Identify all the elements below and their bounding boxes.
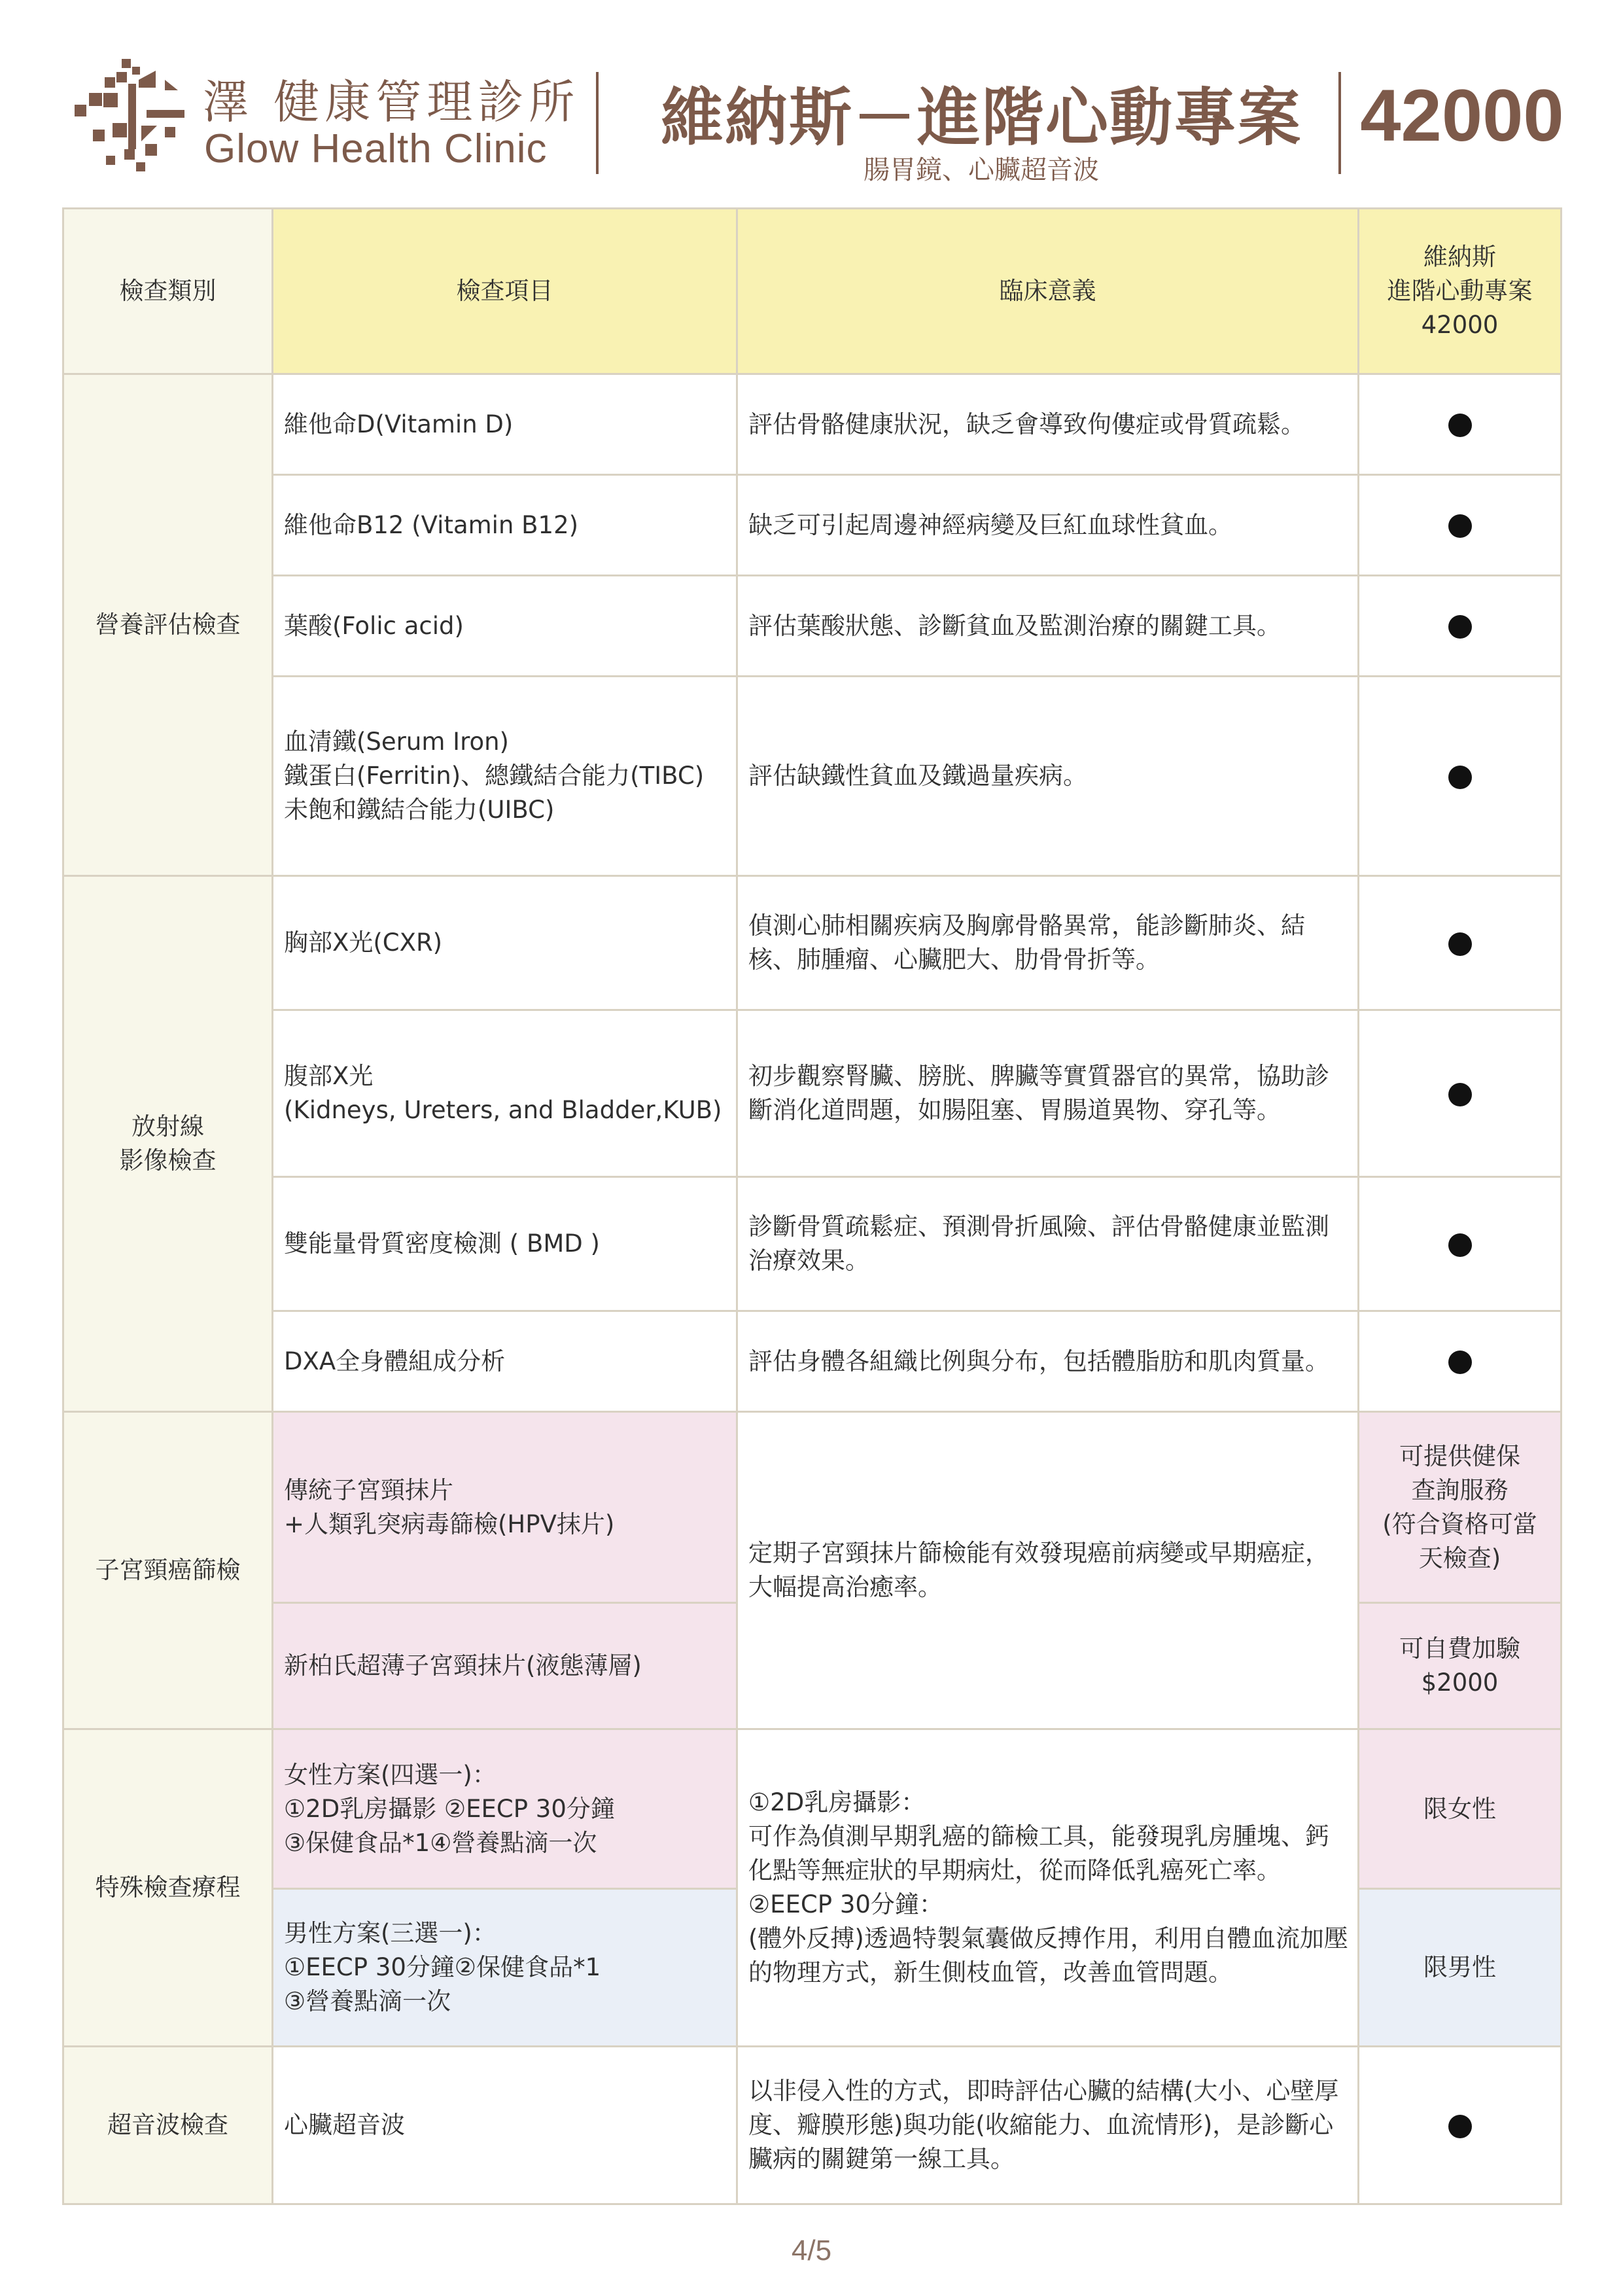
col-meaning-header: 臨床意義 (737, 209, 1359, 374)
exam-item: 雙能量骨質密度檢測 ( BMD ) (273, 1177, 737, 1311)
plan-line: ①2D乳房攝影 ②EECP 30分鐘 (284, 1794, 615, 1823)
exam-item: 維他命D(Vitamin D) (273, 374, 737, 475)
table-row (63, 677, 1562, 876)
clinical-meaning: 缺乏可引起周邊神經病變及巨紅血球性貧血。 (737, 475, 1359, 576)
table-row (63, 2047, 1562, 2204)
note-line: 天檢查) (1418, 1544, 1501, 1572)
table-row (63, 1311, 1562, 1412)
filled-circle-icon (1448, 414, 1472, 437)
col-plan-header (1359, 209, 1562, 374)
table-row (63, 1177, 1562, 1311)
filled-circle-icon (1448, 514, 1472, 538)
male-only-note: 限男性 (1359, 1889, 1562, 2047)
exam-item: 葉酸(Folic acid) (273, 576, 737, 677)
included-mark (1359, 677, 1562, 876)
table-row (63, 1729, 1562, 1889)
exam-item-line: 鐵蛋白(Ferritin)、總鐵結合能力(TIBC) (284, 762, 705, 790)
meaning-line: (體外反搏)透過特製氣囊做反搏作用，利用自體血流加壓的物理方式，新生側枝血管，改善血管問題。 (748, 1924, 1348, 1987)
category-special: 特殊檢查療程 (63, 1729, 273, 2047)
clinical-meaning: 評估身體各組織比例與分布，包括體脂肪和肌肉質量。 (737, 1311, 1359, 1412)
meaning-line: ②EECP 30分鐘： (748, 1890, 943, 1918)
plan-line: ③保健食品*1④營養點滴一次 (284, 1828, 597, 1857)
plan-line: ①EECP 30分鐘②保健食品*1 (284, 1953, 601, 1981)
filled-circle-icon (1448, 1083, 1472, 1106)
exam-item (273, 677, 737, 876)
category-line: 放射線 (131, 1112, 204, 1140)
table-row (63, 374, 1562, 475)
clinical-meaning: 以非侵入性的方式，即時評估心臟的結構(大小、心壁厚度、瓣膜形態)與功能(收縮能力、血流情形)，是診斷心臟病的關鍵第一線工具。 (737, 2047, 1359, 2204)
clinical-meaning (737, 1729, 1359, 2047)
exam-table (62, 207, 1562, 2205)
included-mark (1359, 1010, 1562, 1177)
header-divider (1338, 72, 1341, 174)
exam-item: 心臟超音波 (273, 2047, 737, 2204)
note-line: $2000 (1421, 1669, 1499, 1697)
female-only-note: 限女性 (1359, 1729, 1562, 1889)
clinic-logo-icon (73, 58, 191, 175)
filled-circle-icon (1448, 1233, 1472, 1257)
exam-item-line: 傳統子宮頸抹片 (284, 1475, 453, 1504)
col-item-header: 檢查項目 (273, 209, 737, 374)
included-mark (1359, 876, 1562, 1010)
included-mark (1359, 576, 1562, 677)
exam-item: DXA全身體組成分析 (273, 1311, 737, 1412)
plan-line: 男性方案(三選一)： (284, 1919, 497, 1947)
plan-line: ③營養點滴一次 (284, 1987, 451, 2015)
category-cervical: 子宮頸癌篩檢 (63, 1412, 273, 1729)
exam-item-line: +人類乳突病毒篩檢(HPV抹片) (284, 1510, 615, 1538)
page-header (0, 0, 1623, 196)
included-mark (1359, 1177, 1562, 1311)
female-plan (273, 1729, 737, 1889)
included-mark (1359, 2047, 1562, 2204)
clinical-meaning: 評估葉酸狀態、診斷貧血及監測治療的關鍵工具。 (737, 576, 1359, 677)
clinical-meaning: 評估骨骼健康狀況，缺乏會導致佝僂症或骨質疏鬆。 (737, 374, 1359, 475)
plan-subtitle: 腸胃鏡、心臟超音波 (864, 155, 1099, 185)
clinical-meaning: 評估缺鐵性貧血及鐵過量疾病。 (737, 677, 1359, 876)
plan-price: 42000 (1360, 75, 1564, 156)
clinical-meaning: 偵測心肺相關疾病及胸廓骨骼異常，能診斷肺炎、結核、肺腫瘤、心臟肥大、肋骨骨折等。 (737, 876, 1359, 1010)
col-category-header: 檢查類別 (63, 209, 273, 374)
filled-circle-icon (1448, 766, 1472, 789)
exam-item-line: 血清鐵(Serum Iron) (284, 728, 509, 756)
meaning-line: 可作為偵測早期乳癌的篩檢工具，能發現乳房腫塊、鈣化點等無症狀的早期病灶，從而降低乳癌死亡率。 (748, 1822, 1329, 1884)
note-line: 可自費加驗 (1399, 1634, 1520, 1663)
exam-item-line: 未飽和鐵結合能力(UIBC) (284, 796, 555, 824)
page-number: 4/5 (791, 2234, 832, 2267)
included-mark (1359, 1311, 1562, 1412)
nhi-service-note (1359, 1412, 1562, 1603)
note-line: 查詢服務 (1411, 1475, 1509, 1504)
filled-circle-icon (1448, 2115, 1472, 2138)
table-row (63, 475, 1562, 576)
exam-item: 新柏氏超薄子宮頸抹片(液態薄層) (273, 1603, 737, 1729)
note-line: 可提供健保 (1399, 1441, 1520, 1470)
plan-line: 女性方案(四選一)： (284, 1760, 497, 1789)
table-row (63, 1010, 1562, 1177)
exam-item: 胸部X光(CXR) (273, 876, 737, 1010)
filled-circle-icon (1448, 615, 1472, 639)
col-plan-header-line: 進階心動專案 (1387, 277, 1533, 305)
exam-item-line: 腹部X光 (284, 1062, 374, 1090)
male-plan (273, 1889, 737, 2047)
category-radiology (63, 876, 273, 1412)
meaning-line: ①2D乳房攝影： (748, 1788, 926, 1816)
table-row (63, 876, 1562, 1010)
plan-title: 維納斯－進階心動專案 (661, 81, 1302, 154)
table-header-row (63, 209, 1562, 374)
clinical-meaning: 定期子宮頸抹片篩檢能有效發現癌前病變或早期癌症，大幅提高治癒率。 (737, 1412, 1359, 1729)
clinical-meaning: 初步觀察腎臟、膀胱、脾臟等實質器官的異常，協助診斷消化道問題，如腸阻塞、胃腸道異物、穿孔等。 (737, 1010, 1359, 1177)
exam-item (273, 1010, 737, 1177)
category-ultrasound: 超音波檢查 (63, 2047, 273, 2204)
exam-item-line: (Kidneys, Ureters, and Bladder,KUB) (284, 1096, 722, 1124)
filled-circle-icon (1448, 1351, 1472, 1374)
note-line: (符合資格可當 (1382, 1510, 1537, 1538)
col-plan-header-line: 42000 (1421, 311, 1499, 339)
brand-name-chinese: 澤 健康管理診所 (203, 75, 580, 129)
included-mark (1359, 374, 1562, 475)
included-mark (1359, 475, 1562, 576)
exam-item (273, 1412, 737, 1603)
header-divider (596, 72, 599, 174)
col-plan-header-line: 維納斯 (1423, 243, 1496, 271)
clinical-meaning: 診斷骨質疏鬆症、預測骨折風險、評估骨骼健康並監測治療效果。 (737, 1177, 1359, 1311)
add-on-price-note (1359, 1603, 1562, 1729)
filled-circle-icon (1448, 932, 1472, 956)
table-row (63, 576, 1562, 677)
category-line: 影像檢查 (119, 1146, 217, 1174)
table-row (63, 1412, 1562, 1603)
exam-item: 維他命B12 (Vitamin B12) (273, 475, 737, 576)
brand-name-english: Glow Health Clinic (204, 126, 548, 171)
category-nutrition: 營養評估檢查 (63, 374, 273, 876)
